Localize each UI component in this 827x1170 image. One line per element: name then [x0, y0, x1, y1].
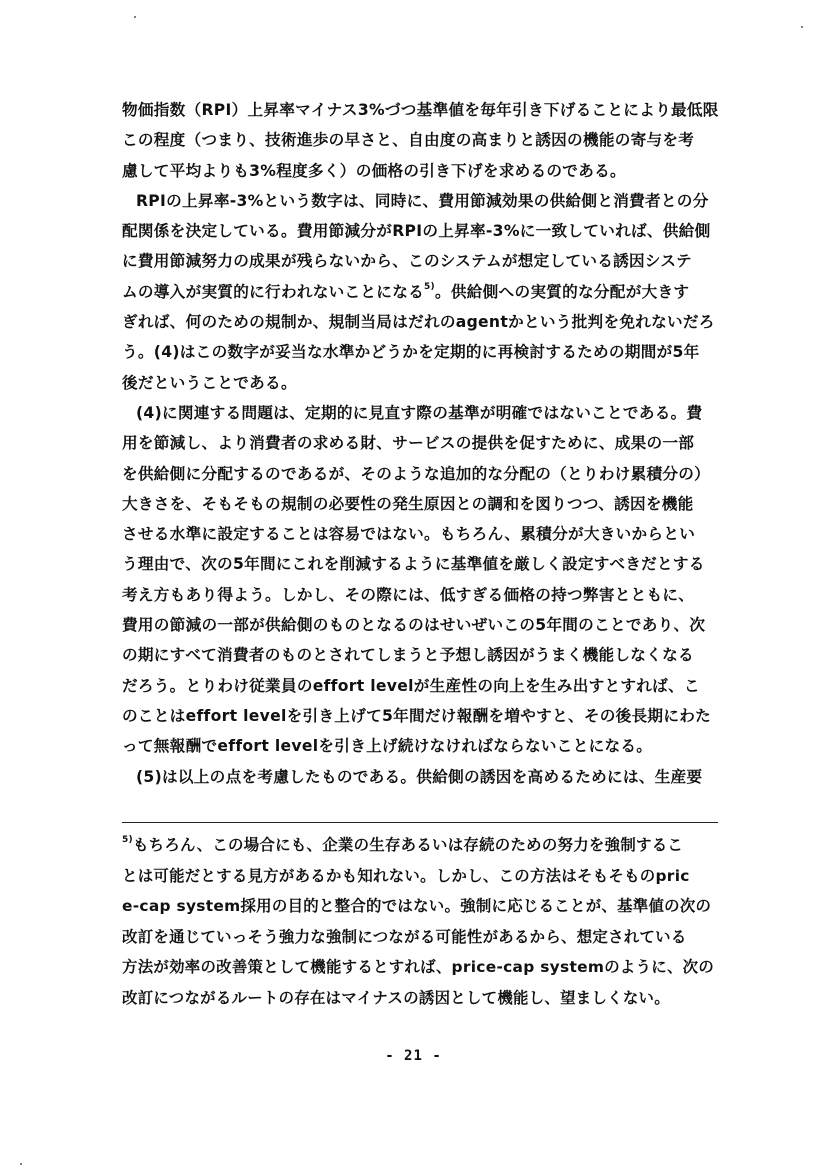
footnote-reference: 5)	[423, 281, 435, 292]
footnote-line	[122, 830, 722, 861]
footnote-line: とは可能だとする見方があるかも知れない。しかし、この方法はそもそものpric	[122, 866, 690, 885]
page-number: - 21 -	[385, 1048, 442, 1064]
footnote-line: 方法が効率の改善策として機能するとすれば、price-cap systemのように、次の	[122, 958, 715, 977]
text-line: を供給側に分配するのであるが、そのような追加的な分配の（とりわけ累積分の）	[122, 464, 711, 483]
text-line: 物価指数（RPI）上昇率マイナス3%づつ基準値を毎年引き下げることにより最低限	[122, 101, 719, 119]
text-line: 用を節減し、より消費者の求める財、サービスの提供を促すために、成果の一部	[122, 434, 695, 453]
text-fragment: もちろん、この場合にも、企業の生存あるいは存続のための努力を強制するこ	[132, 836, 684, 854]
text-line: (4)に関連する問題は、定期的に見直す際の基準が明確ではないことである。費	[136, 403, 703, 422]
text-line: う理由で、次の5年間にこれを削減するように基準値を厳しく設定すべきだとする	[122, 555, 705, 574]
text-line: 費用の節減の一部が供給側のものとなるのはせいぜいこの5年間のことであり、次	[122, 616, 706, 635]
footnote-line: 改訂を通じていっそう強力な強制につながる可能性があるから、想定されている	[122, 927, 687, 946]
text-fragment: ムの導入が実質的に行われないことになる	[122, 282, 424, 301]
scan-speck	[801, 26, 803, 28]
text-line: 慮して平均よりも3%程度多く）の価格の引き下げを求めるのである。	[122, 161, 626, 180]
footnote-block	[122, 830, 722, 1014]
text-line: させる水準に設定することは容易ではない。もちろん、累積分が大きいからとい	[122, 525, 696, 544]
footnote-line: e-cap system採用の目的と整合的ではない。強制に応じることが、基準値の次の	[122, 897, 712, 916]
text-line: に費用節減努力の成果が残らないから、このシステムが想定している誘因システ	[122, 252, 692, 271]
body-text	[122, 95, 722, 792]
text-line: RPIの上昇率-3%という数字は、同時に、費用節減効果の供給側と消費者との分	[136, 191, 709, 210]
text-line: 考え方もあり得よう。しかし、その際には、低すぎる価格の持つ弊害とともに、	[122, 585, 695, 604]
text-line: 大きさを、そもそもの規制の必要性の発生原因との調和を図りつつ、誘因を機能	[122, 494, 694, 513]
text-line: って無報酬でeffort levelを引き上げ続けなければならないことになる。	[122, 737, 653, 756]
text-line: 配関係を決定している。費用節減分がRPIの上昇率-3%に一致していれば、供給側	[122, 222, 711, 241]
footnote-line: 改訂につながるルートの存在はマイナスの誘因として機能し、望ましくない。	[122, 988, 670, 1007]
footnote-marker: 5)	[122, 834, 133, 845]
text-line: (5)は以上の点を考慮したものである。供給側の誘因を高めるためには、生産要	[136, 767, 703, 786]
text-line: だろう。とりわけ従業員のeffort levelが生産性の向上を生み出すとすれば、こ	[122, 676, 700, 695]
text-line: 後だということである。	[122, 373, 297, 392]
text-line-with-footnote-ref	[122, 277, 722, 307]
text-line: この程度（つまり、技術進歩の早さと、自由度の高まりと誘因の機能の寄与を考	[122, 131, 695, 150]
text-line: のことはeffort levelを引き上げて5年間だけ報酬を増やすと、その後長期にわた	[122, 706, 712, 725]
scan-speck	[134, 16, 136, 18]
footnote-divider	[122, 822, 718, 823]
text-line: ぎれば、何のための規制か、規制当局はだれのagentかという批判を免れないだろ	[122, 313, 715, 332]
text-line: の期にすべて消費者のものとされてしまうと予想し誘因がうまく機能しなくなる	[122, 646, 694, 665]
text-fragment: 。供給側への実質的な分配が大きす	[434, 282, 690, 301]
text-line: う。(4)はこの数字が妥当な水準かどうかを定期的に再検討するための期間が5年	[122, 343, 700, 362]
scan-speck	[20, 1163, 22, 1165]
